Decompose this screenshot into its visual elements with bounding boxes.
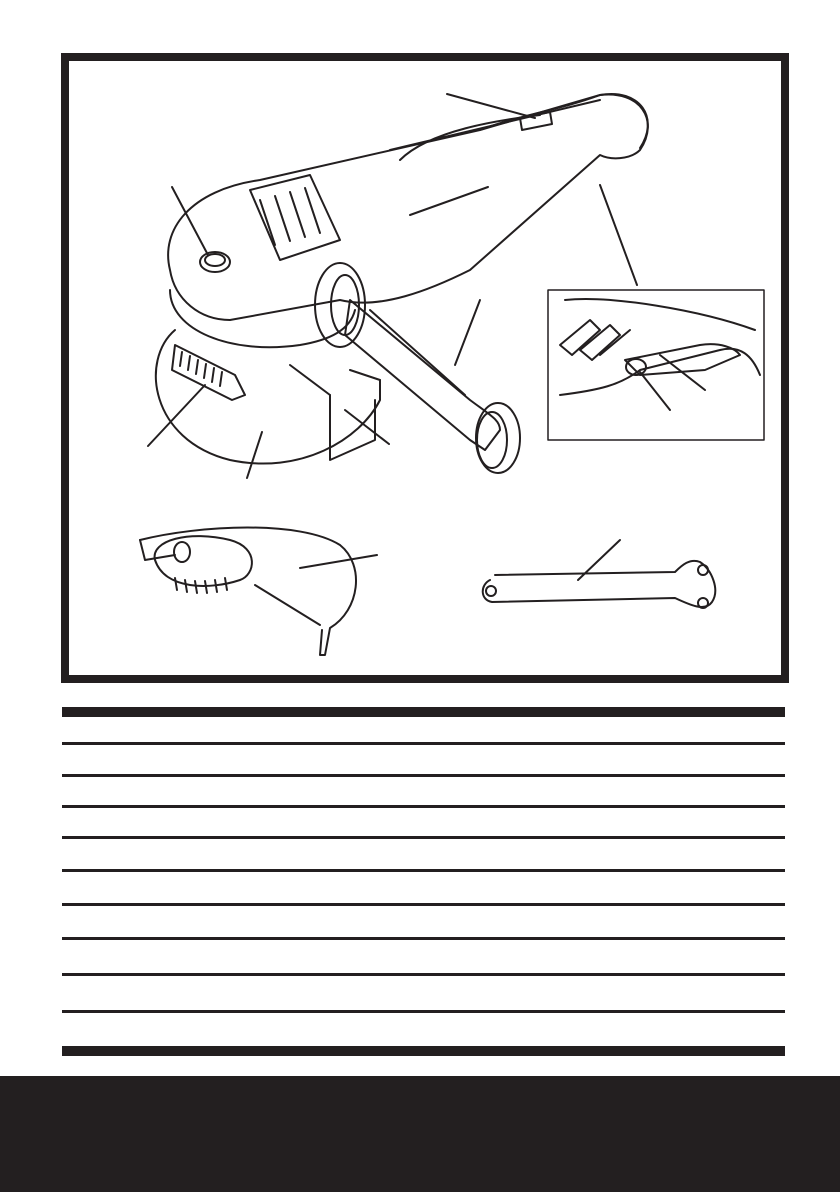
table-rule-bottom <box>62 1046 785 1056</box>
leader-line-accessory-guard <box>255 555 377 625</box>
angle-grinder-illustration <box>69 61 781 675</box>
accessory-guard-clamp <box>155 536 252 586</box>
leader-line-guard-clamp <box>148 385 205 446</box>
leader-line-wheel-guard <box>247 432 262 478</box>
wheel-guard <box>156 330 380 464</box>
leader-line-switch <box>447 94 535 118</box>
figure-frame <box>61 53 789 683</box>
pin-spanner-pin-top <box>698 565 708 575</box>
vent-block <box>250 175 340 260</box>
leader-line-lock-button <box>172 187 208 255</box>
table-row-rule <box>62 742 785 745</box>
grinder-body <box>168 94 648 320</box>
table-row-rule <box>62 937 785 940</box>
table-row-rule <box>62 805 785 808</box>
leader-line-guard-flap <box>345 410 389 444</box>
leader-line-side-handle <box>455 300 480 365</box>
leader-line-body <box>410 187 488 215</box>
table-row-rule <box>62 869 785 872</box>
table-row-rule <box>62 903 785 906</box>
table-row-rule <box>62 1010 785 1013</box>
grinder-body-top <box>390 100 600 160</box>
table-row-rule <box>62 973 785 976</box>
accessory-wheel-guard <box>140 528 356 656</box>
leader-line-inset-button <box>640 372 670 410</box>
table-rule-top <box>62 707 785 717</box>
gear-head <box>170 290 355 347</box>
table-row-rule <box>62 836 785 839</box>
side-handle-grip-inner <box>370 310 465 395</box>
guard-flap <box>290 365 380 395</box>
footer-band <box>0 1076 840 1192</box>
rear-handle-grip <box>480 94 648 148</box>
leader-line-inset <box>600 185 637 285</box>
pin-spanner-hole <box>486 586 496 596</box>
guard-clamp <box>172 345 245 400</box>
inset-vents <box>560 320 630 360</box>
table-row-rule <box>62 774 785 777</box>
accessory-clamp-screw <box>174 542 190 562</box>
pin-spanner <box>483 561 715 607</box>
